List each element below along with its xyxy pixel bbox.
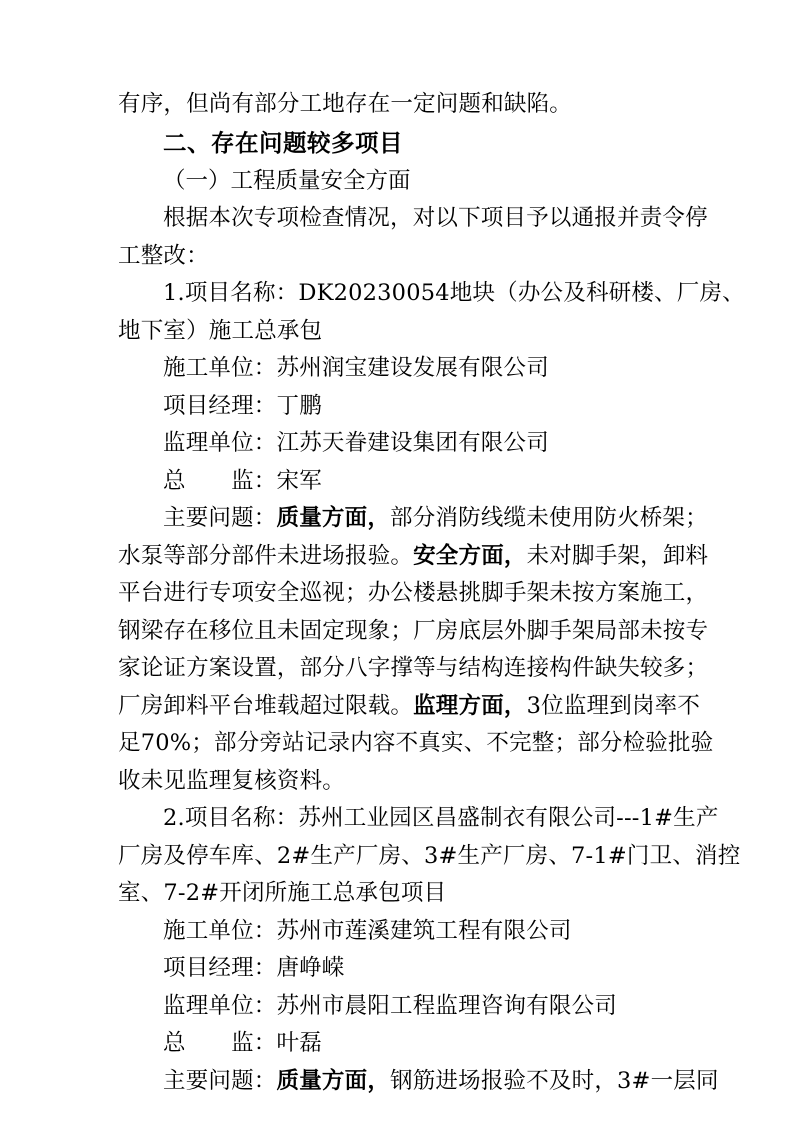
paragraph-line: 施工单位：苏州市莲溪建筑工程有限公司 [163, 917, 572, 944]
paragraph-line: 平台进行专项安全巡视；办公楼悬挑脚手架未按方案施工， [118, 580, 709, 606]
section-heading: 二、存在问题较多项目 [163, 128, 403, 157]
emphasis-text: 质量方面， [276, 505, 391, 531]
paragraph-line: 项目经理：丁鹏 [163, 392, 322, 419]
paragraph-line: 有序，但尚有部分工地存在一定问题和缺陷。 [118, 91, 573, 117]
line-text: 钢筋进场报验不及时，3#一层同 [390, 1067, 719, 1094]
emphasis-text: 质量方面， [276, 1067, 391, 1094]
line-text: 厂房卸料平台堆载超过限载。 [118, 692, 414, 719]
paragraph-line [118, 1063, 719, 1101]
emphasis-text: 安全方面， [413, 542, 527, 569]
subsection-heading: （一）工程质量安全方面 [163, 167, 411, 194]
emphasis-text: 监理方面， [413, 692, 527, 719]
line-text: 未对脚手架，卸料 [526, 542, 709, 569]
line-text: 部分消防线缆未使用防火桥架； [390, 505, 708, 531]
paragraph-line: 钢梁存在移位且未固定现象；厂房底层外脚手架局部未按专 [118, 617, 709, 644]
paragraph-line: 工整改： [118, 242, 209, 269]
paragraph-line: 室、7-2#开闭所施工总承包项目 [118, 880, 447, 906]
paragraph-line: 收未见监理复核资料。 [118, 767, 346, 794]
line-text: 3位监理到岗率不 [526, 692, 701, 719]
paragraph-line: 根据本次专项检查情况，对以下项目予以通报并责令停 [163, 205, 708, 231]
paragraph-line: 足70%；部分旁站记录内容不真实、不完整；部分检验批验 [118, 730, 714, 756]
paragraph-line: 施工单位：苏州润宝建设发展有限公司 [163, 355, 549, 381]
paragraph-line [118, 500, 708, 538]
paragraph-line: 监理单位：苏州市晨阳工程监理咨询有限公司 [163, 992, 618, 1019]
paragraph-line: 总 监：叶磊 [163, 1030, 322, 1056]
paragraph-line: 地下室）施工总承包 [118, 317, 323, 344]
paragraph-line: 1.项目名称：DK20230054地块（办公及科研楼、厂房、 [163, 280, 745, 306]
paragraph-line [118, 538, 709, 576]
paragraph-line: 家论证方案设置，部分八字撑等与结构连接构件缺失较多； [118, 655, 709, 681]
line-text: 水泵等部分部件未进场报验。 [118, 542, 414, 569]
paragraph-line: 项目经理：唐峥嵘 [163, 955, 345, 981]
paragraph-line: 总 监：宋军 [163, 467, 322, 494]
document-body [118, 86, 745, 1100]
paragraph-line: 2.项目名称：苏州工业园区昌盛制衣有限公司---1#生产 [163, 805, 719, 831]
line-text: 主要问题： [163, 505, 277, 531]
line-text: 主要问题： [163, 1067, 277, 1094]
paragraph-line: 监理单位：江苏天眷建设集团有限公司 [163, 430, 549, 456]
paragraph-line [118, 688, 701, 726]
paragraph-line: 厂房及停车库、2#生产厂房、3#生产厂房、7-1#门卫、消控 [118, 842, 741, 869]
